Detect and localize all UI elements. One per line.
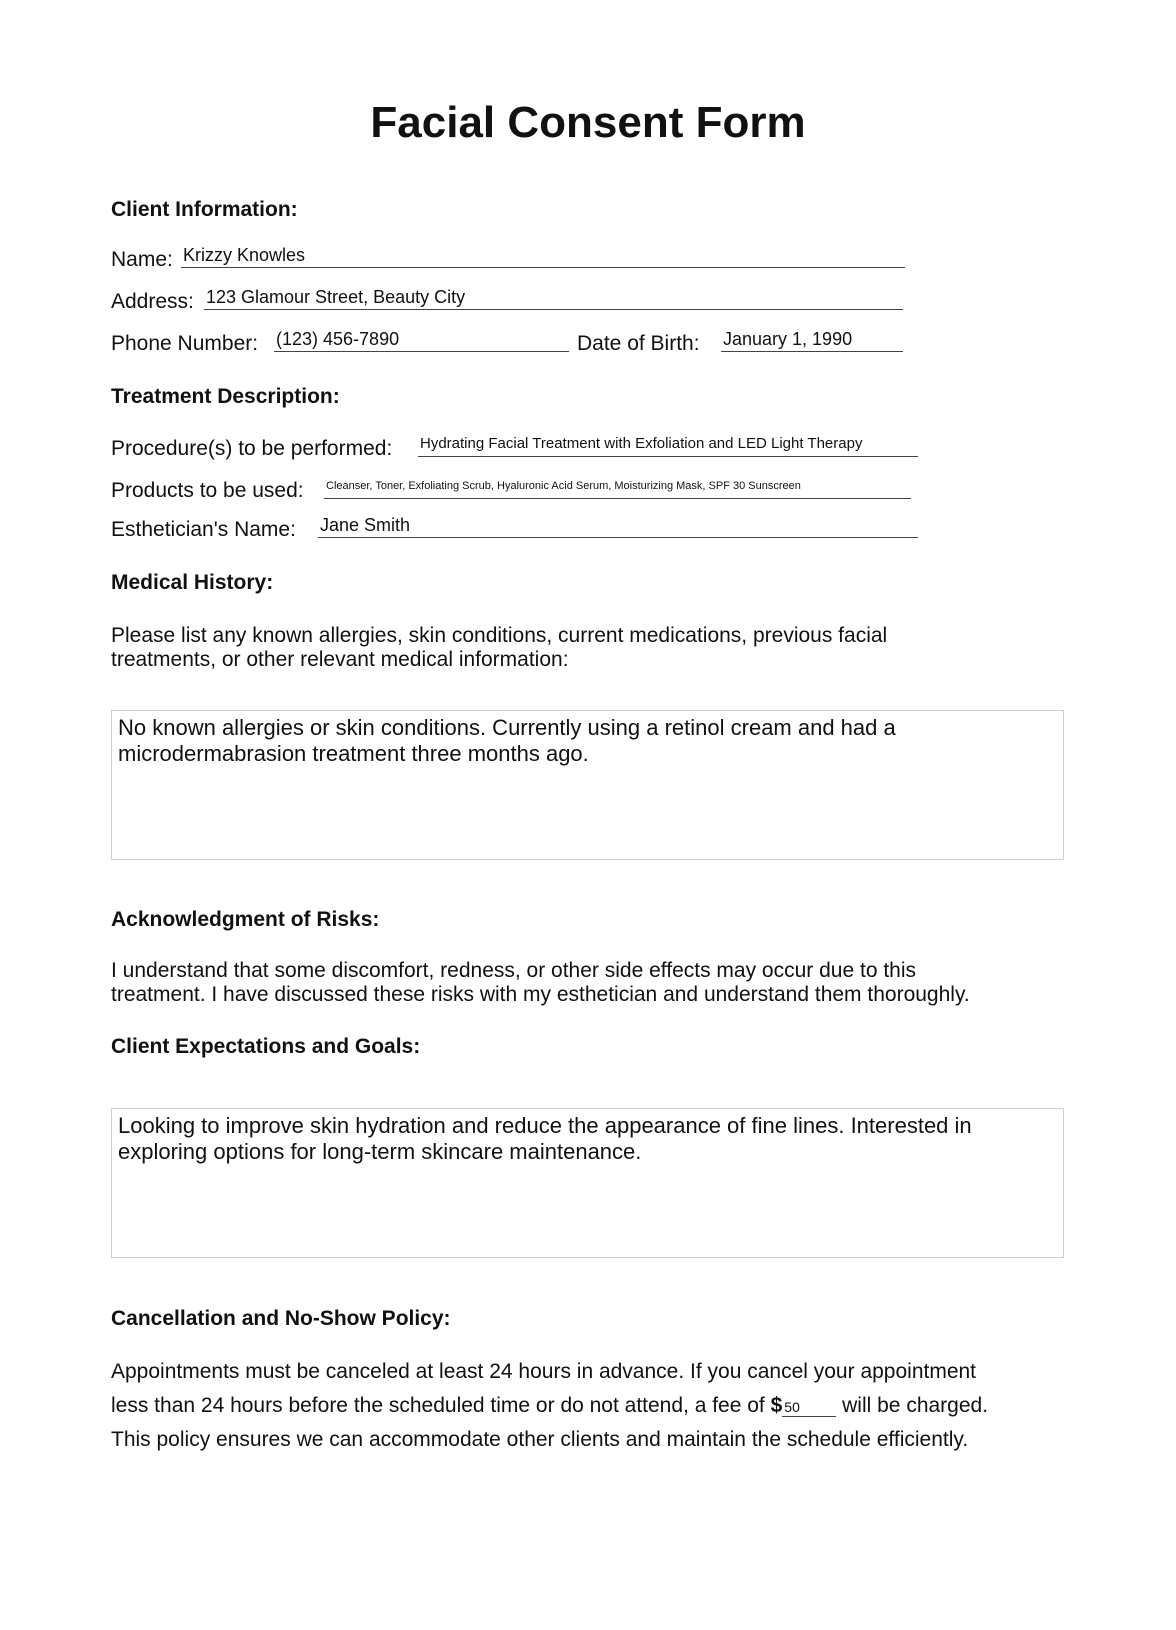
medical-response-line2: microdermabrasion treatment three months ago. [118, 741, 589, 766]
policy-line2-after: will be charged. [836, 1394, 989, 1417]
expectations-line1: Looking to improve skin hydration and reduce the appearance of fine lines. Interested in [118, 1113, 972, 1138]
risks-line2: treatment. I have discussed these risks with my esthetician and understand them thoroughly. [111, 983, 970, 1006]
expectations-textarea[interactable] [111, 1108, 1064, 1258]
form-title: Facial Consent Form [370, 98, 806, 147]
name-label: Name: [111, 248, 173, 271]
fee-field[interactable]: 50 [782, 1398, 836, 1417]
cancellation-heading: Cancellation and No-Show Policy: [111, 1307, 451, 1330]
phone-dob-row [111, 329, 911, 362]
risks-heading: Acknowledgment of Risks: [111, 908, 380, 931]
policy-line3: This policy ensures we can accommodate other clients and maintain the schedule efficiently. [111, 1428, 969, 1451]
phone-field[interactable]: (123) 456-7890 [274, 326, 569, 352]
client-info-heading: Client Information: [111, 198, 298, 221]
risks-text [111, 959, 1071, 1007]
policy-line1: Appointments must be canceled at least 24 hours in advance. If you cancel your appointment [111, 1360, 977, 1383]
medical-history-textarea[interactable] [111, 710, 1064, 860]
expectations-heading: Client Expectations and Goals: [111, 1035, 421, 1058]
procedure-label: Procedure(s) to be performed: [111, 437, 393, 460]
cancellation-policy-text [111, 1355, 988, 1457]
procedure-row [111, 437, 931, 467]
dob-field[interactable]: January 1, 1990 [721, 326, 903, 352]
medical-instructions-line2: treatments, or other relevant medical information: [111, 648, 569, 671]
esthetician-field[interactable]: Jane Smith [318, 512, 918, 538]
expectations-line2: exploring options for long-term skincare maintenance. [118, 1139, 642, 1164]
name-field[interactable]: Krizzy Knowles [181, 242, 905, 268]
risks-line1: I understand that some discomfort, redness, or other side effects may occur due to this [111, 959, 917, 982]
currency-symbol: $ [770, 1394, 783, 1417]
esthetician-row [111, 515, 931, 548]
medical-instructions-line1: Please list any known allergies, skin conditions, current medications, previous facial [111, 624, 888, 647]
treatment-heading: Treatment Description: [111, 385, 340, 408]
esthetician-label: Esthetician's Name: [111, 518, 296, 541]
policy-line2-before: less than 24 hours before the scheduled time or do not attend, a fee of [111, 1394, 771, 1417]
medical-history-instructions [111, 624, 1071, 672]
medical-response-line1: No known allergies or skin conditions. Currently using a retinol cream and had a [118, 715, 896, 740]
address-label: Address: [111, 290, 194, 313]
address-field[interactable]: 123 Glamour Street, Beauty City [204, 284, 903, 310]
dob-label: Date of Birth: [577, 332, 700, 355]
products-label: Products to be used: [111, 479, 304, 502]
name-row [111, 245, 911, 278]
address-row [111, 287, 911, 320]
products-field[interactable]: Cleanser, Toner, Exfoliating Scrub, Hyaluronic Acid Serum, Moisturizing Mask, SPF 30 Sunscreen [324, 473, 911, 499]
products-row [111, 479, 931, 509]
phone-label: Phone Number: [111, 332, 259, 355]
medical-history-heading: Medical History: [111, 571, 274, 594]
procedure-field[interactable]: Hydrating Facial Treatment with Exfoliation and LED Light Therapy [418, 431, 918, 457]
